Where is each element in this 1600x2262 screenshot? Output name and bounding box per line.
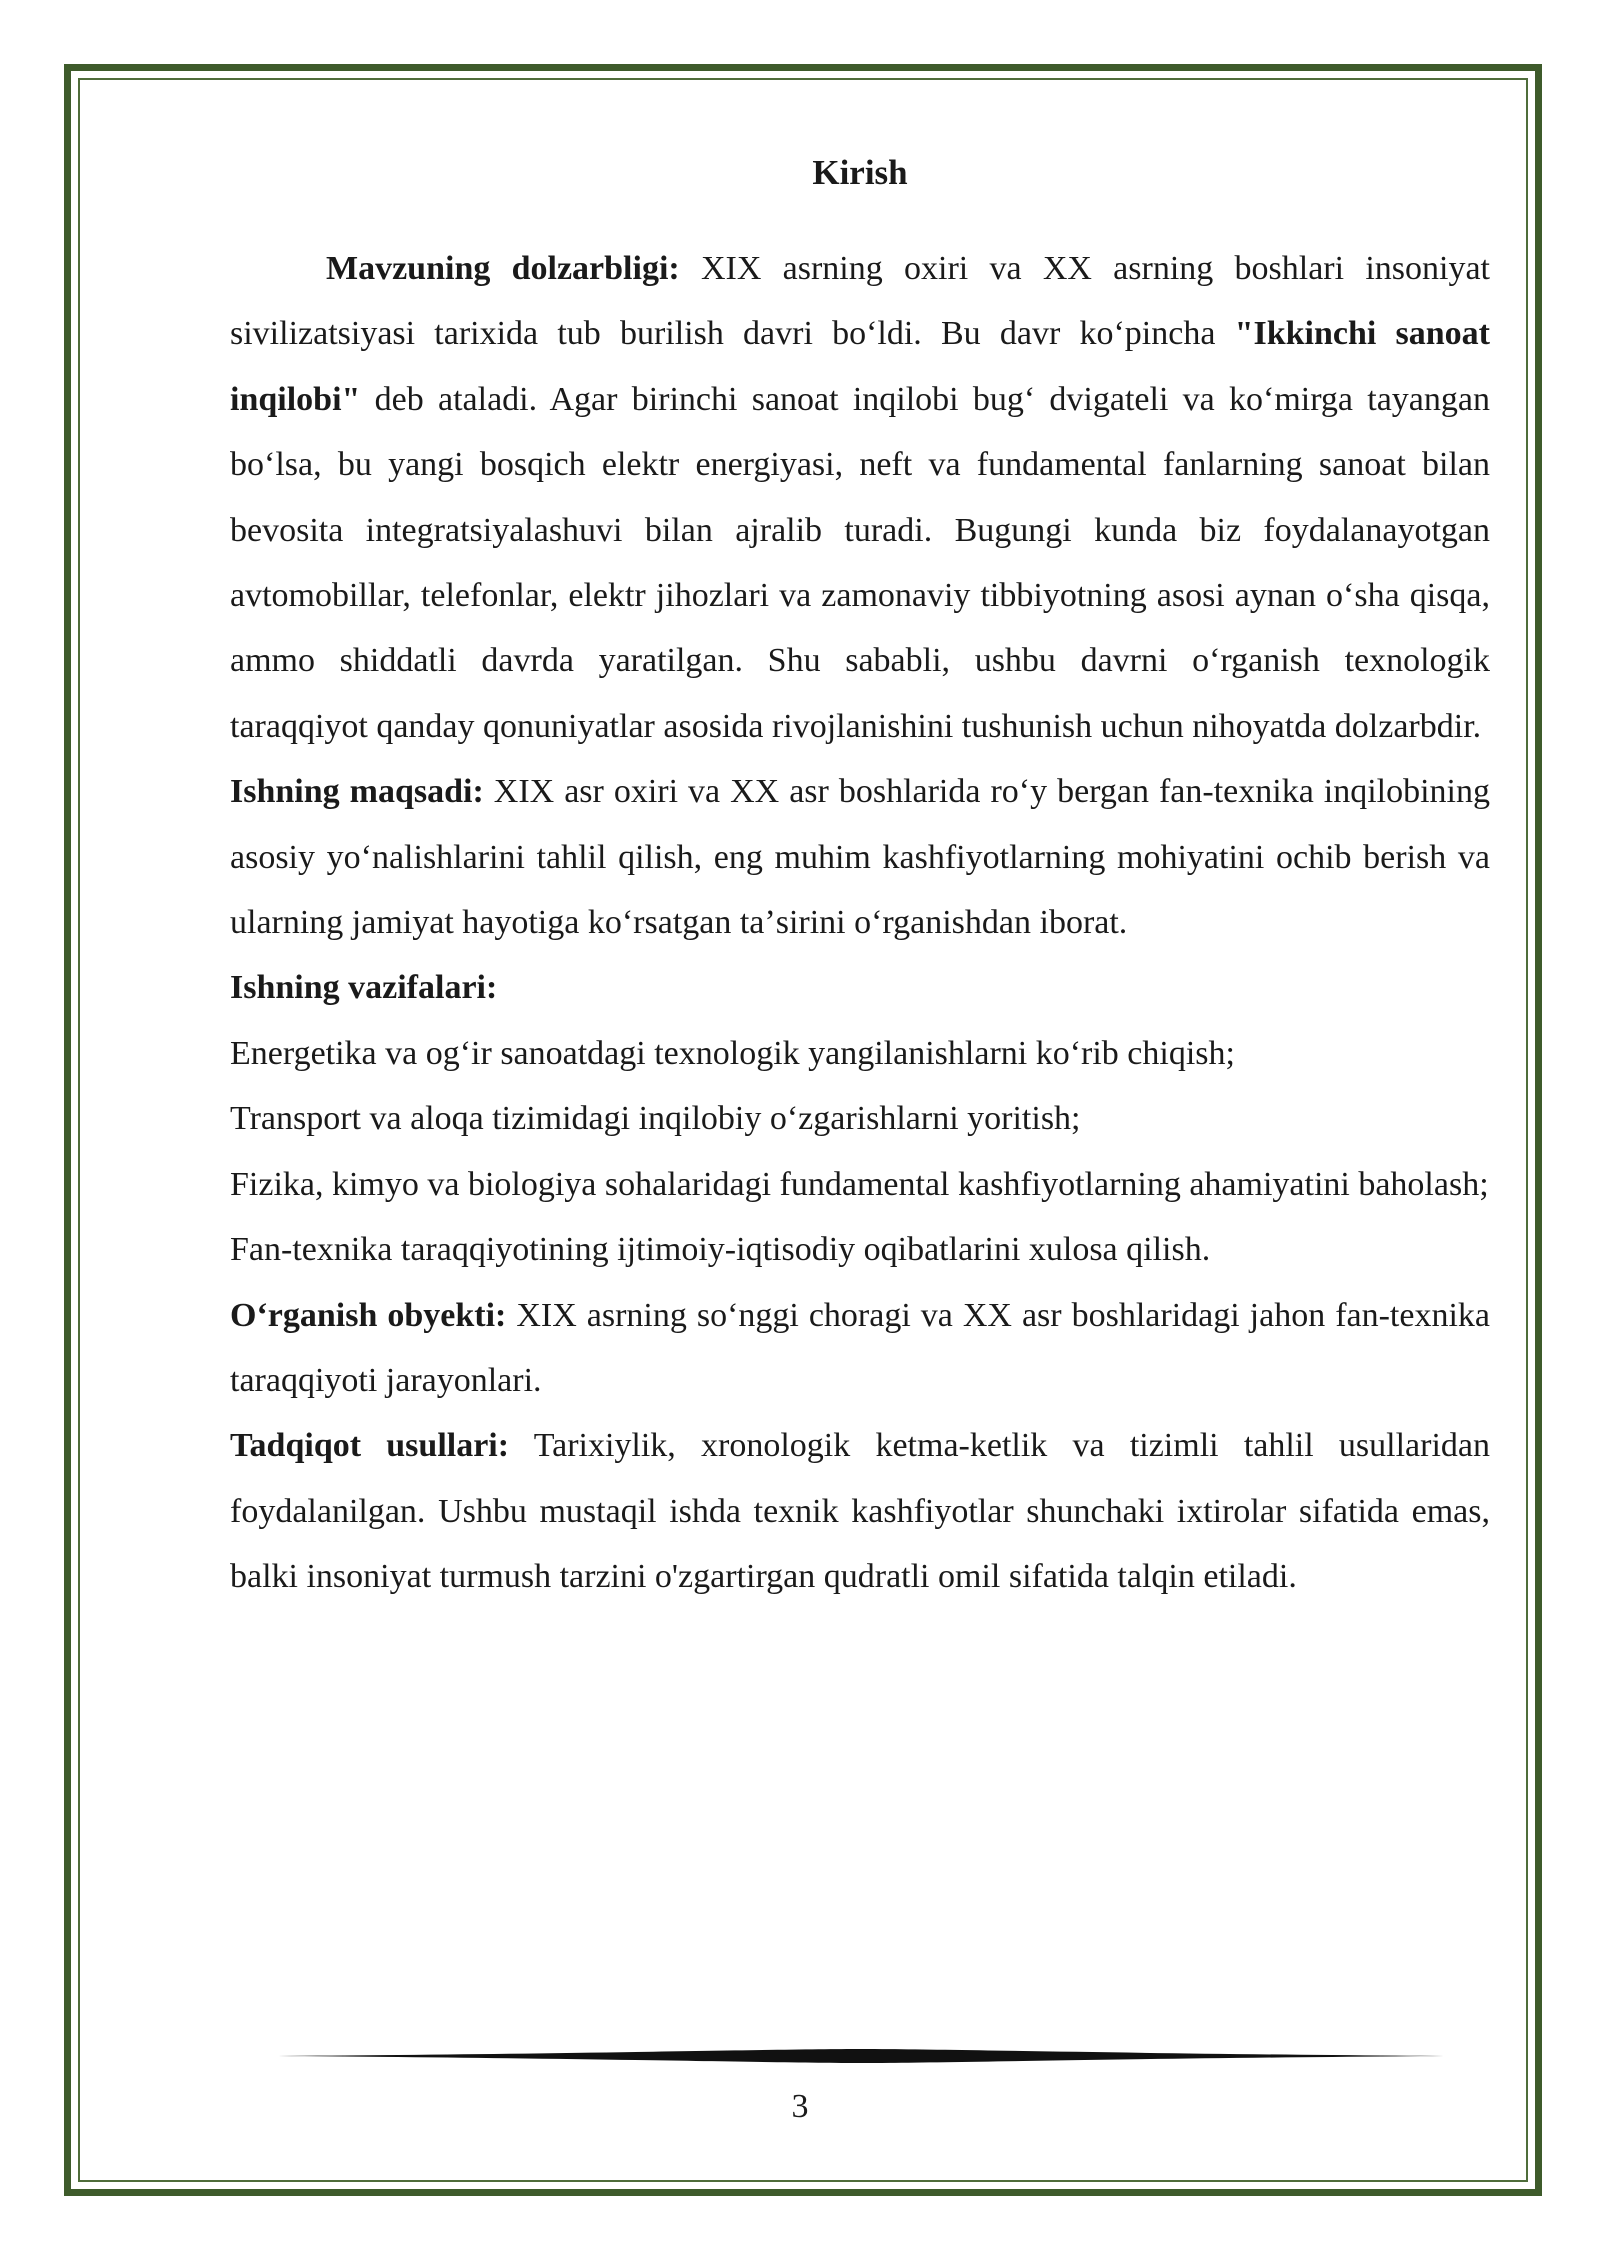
methods-label: Tadqiqot usullari: xyxy=(230,1427,510,1465)
tasks-label: Ishning vazifalari: xyxy=(230,969,498,1007)
object-text: XIX asrning soʻnggi choragi va XX asr boshlaridagi jahon fan-texnika taraqqiyoti jarayonlari. xyxy=(230,1296,1491,1399)
task-item: Fan-texnika taraqqiyotining ijtimoiy-iqtisodiy oqibatlarini xulosa qilish. xyxy=(230,1231,1211,1269)
footer-divider xyxy=(278,2048,1444,2064)
tasks-heading xyxy=(230,955,1490,1020)
relevance-label: Mavzuning dolzarbligi: xyxy=(326,250,680,287)
relevance-text-end: deb ataladi. Agar birinchi sanoat inqilobi bugʻ dvigateli va koʻmirga tayangan boʻlsa, bu yangi bosqich elektr energiyasi, neft va fundamental fanlarning sanoat bilan bevosita integratsiyalashuvi bilan ajralib turadi. Bugungi kunda biz foydalanayotgan avtomobillar, telefonlar, elektr jihozlari va zamonaviy tibbiyotning asosi aynan oʻsha qisqa, ammo shiddatli davrda yaratilgan. Shu sababli, ushbu davrni oʻrganish texnologik taraqqiyot qanday qonuniyatlar asosida rivojlanishini tushunish uchun nihoyatda dolzarbdir. xyxy=(230,380,1490,745)
object-label: Oʻrganish obyekti: xyxy=(230,1296,507,1334)
goal-text: XIX asr oxiri va XX asr boshlarida roʻy bergan fan-texnika inqilobining asosiy yoʻnalishlarini tahlil qilish, eng muhim kashfiyotlarning mohiyatini ochib berish va ularning jamiyat hayotiga koʻrsatgan taʼsirini oʻrganishdan iborat. xyxy=(230,773,1491,942)
methods-paragraph xyxy=(230,1413,1490,1609)
page-content xyxy=(230,140,1490,1610)
goal-paragraph xyxy=(230,759,1490,955)
task-item: Transport va aloqa tizimidagi inqilobiy oʻzgarishlarni yoritish; xyxy=(230,1100,1081,1138)
relevance-paragraph xyxy=(230,236,1490,759)
task-item: Fizika, kimyo va biologiya sohalaridagi fundamental kashfiyotlarning ahamiyatini baholash; xyxy=(230,1165,1489,1203)
relevance-text-start: XIX asrning oxiri va XX asrning boshlari insoniyat sivilizatsiyasi tarixida tub burilish davri boʻldi. Bu davr koʻpincha xyxy=(230,250,1490,353)
goal-label: Ishning maqsadi: xyxy=(230,773,484,811)
task-item: Energetika va ogʻir sanoatdagi texnologik yangilanishlarni koʻrib chiqish; xyxy=(230,1034,1235,1072)
methods-text: Tarixiylik, xronologik ketma-ketlik va tizimli tahlil usullaridan foydalanilgan. Ushbu mustaqil ishda texnik kashfiyotlar shunchaki ixtirolar sifatida emas, balki insoniyat turmush tarzini o'zgartirgan qudratli omil sifatida talqin etiladi. xyxy=(230,1427,1490,1596)
page-title: Kirish xyxy=(812,153,908,192)
relevance-emphasis: "Ikkinchi sanoat inqilobi" xyxy=(230,315,1490,418)
object-paragraph xyxy=(230,1283,1490,1414)
page-number: 3 xyxy=(791,2088,809,2125)
